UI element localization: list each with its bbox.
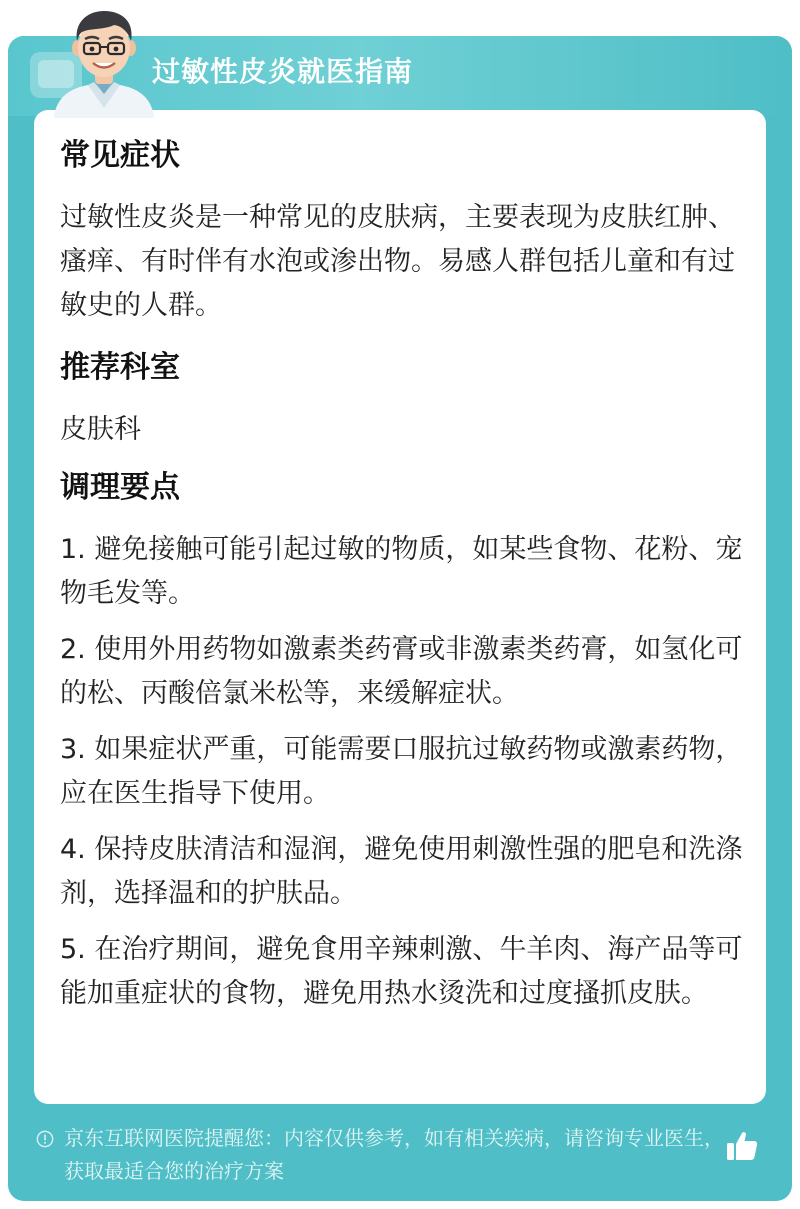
content-panel xyxy=(34,110,766,1104)
care-tip-text: 使用外用药物如激素类药膏或非激素类药膏，如氢化可的松、丙酸倍氯米松等，来缓解症状。 xyxy=(60,634,743,709)
care-tip-text: 避免接触可能引起过敏的物质，如某些食物、花粉、宠物毛发等。 xyxy=(60,534,743,609)
care-tip-text: 在治疗期间，避免食用辛辣刺激、牛羊肉、海产品等可能加重症状的食物，避免用热水烫洗和过度搔抓皮肤。 xyxy=(60,934,743,1009)
care-tip xyxy=(60,628,750,716)
page-title: 过敏性皮炎就医指南 xyxy=(152,55,414,88)
section-title-care: 调理要点 xyxy=(60,470,180,505)
disclaimer-text: 京东互联网医院提醒您：内容仅供参考，如有相关疾病，请咨询专业医生，获取最适合您的治疗方案 xyxy=(64,1126,724,1183)
symptoms-text: 过敏性皮炎是一种常见的皮肤病，主要表现为皮肤红肿、瘙痒、有时伴有水泡或渗出物。易感人群包括儿童和有过敏史的人群。 xyxy=(60,202,735,321)
content-inner xyxy=(60,134,750,1016)
doctor-avatar xyxy=(48,8,160,118)
care-tip xyxy=(60,728,750,816)
guide-card xyxy=(8,36,792,1201)
care-tip xyxy=(60,528,750,616)
care-tip-number: 3. xyxy=(60,734,86,765)
care-tip-number: 5. xyxy=(60,934,86,965)
care-tip-number: 2. xyxy=(60,634,86,665)
info-icon xyxy=(36,1130,54,1148)
thumbs-up-icon[interactable] xyxy=(724,1128,760,1164)
care-tip xyxy=(60,828,750,916)
care-tip-text: 保持皮肤清洁和湿润，避免使用刺激性强的肥皂和洗涤剂，选择温和的护肤品。 xyxy=(60,834,743,909)
care-tips-list xyxy=(60,528,750,1016)
section-title-symptoms: 常见症状 xyxy=(60,138,180,173)
care-tip-number: 4. xyxy=(60,834,86,865)
care-tip xyxy=(60,928,750,1016)
department-text: 皮肤科 xyxy=(60,414,141,445)
section-title-department: 推荐科室 xyxy=(60,350,180,385)
care-tip-text: 如果症状严重，可能需要口服抗过敏药物或激素药物，应在医生指导下使用。 xyxy=(60,734,743,809)
care-tip-number: 1. xyxy=(60,534,86,565)
